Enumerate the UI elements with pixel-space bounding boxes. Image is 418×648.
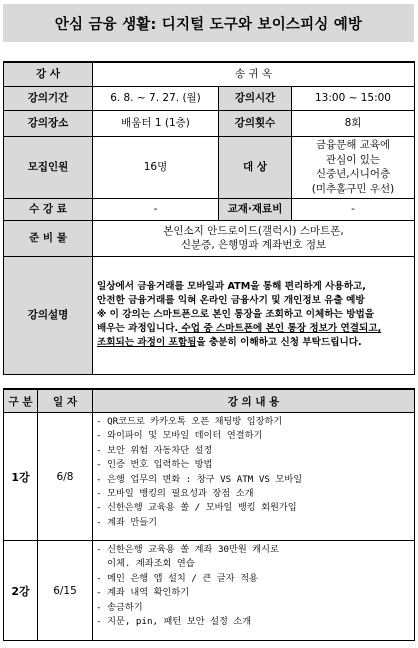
content-cell <box>93 541 415 641</box>
place-label: 강의장소 <box>4 110 93 136</box>
fee-label: 수 강 료 <box>4 198 93 220</box>
instructor-label: 강 사 <box>4 62 93 86</box>
list-item: - 모바일 뱅킹의 필요성과 장점 소개 <box>96 488 254 500</box>
list-item: - QR코드로 카카오톡 오픈 채팅방 입장하기 <box>96 416 283 427</box>
list-item: - 인증 번호 입력하는 방법 <box>96 459 213 471</box>
desc-text: 을 충분히 이해하고 신청 부탁드립니다. <box>196 337 362 348</box>
schedule-header-row <box>4 389 415 413</box>
prep-line: 신분증, 은행명과 계좌번호 정보 <box>180 239 327 251</box>
desc-line: ※ 이 강의는 스마트폰으로 본인 통장을 조회하고 이체하는 방법을 <box>97 309 375 320</box>
target-line: 신중년,시니어층 <box>315 168 391 180</box>
schedule-table <box>3 388 415 641</box>
target-line: 관심이 있는 <box>325 153 381 166</box>
division-header: 구 분 <box>4 389 38 413</box>
prep-label: 준 비 물 <box>4 220 93 256</box>
list-item: - 은행 업무의 변화 : 창구 VS ATM VS 모바일 <box>96 473 303 485</box>
list-item: - 와이파이 및 모바일 데이터 연결하기 <box>96 430 263 442</box>
list-item: - 신한은행 교육용 쏠 계좌 30만원 캐시로 <box>96 544 279 555</box>
target-value <box>292 136 415 198</box>
desc-value <box>93 256 415 374</box>
period-value: 6. 8. ~ 7. 27. (월) <box>93 86 219 110</box>
list-item: - 송금하기 <box>96 601 143 613</box>
list-item: - 지문, pin, 패턴 보안 설정 소개 <box>96 616 252 628</box>
desc-line: 안전한 금융거래를 익혀 온라인 금융사기 및 개인정보 유출 예방 <box>97 295 365 306</box>
row-prep <box>4 220 415 256</box>
recruit-label: 모집인원 <box>4 136 93 198</box>
fee-value: - <box>93 198 219 220</box>
material-label: 교재·재료비 <box>219 198 292 220</box>
period-label: 강의기간 <box>4 86 93 110</box>
division-cell: 2강 <box>4 541 38 641</box>
target-label: 대 상 <box>219 136 292 198</box>
date-cell: 6/15 <box>38 541 93 641</box>
sessions-value: 8회 <box>292 110 415 136</box>
desc-underlined-text: 조회되는 과정이 포함됨 <box>97 337 197 348</box>
place-value: 배움터 1 (1층) <box>93 110 219 136</box>
table-row <box>4 413 415 541</box>
desc-line <box>97 336 412 350</box>
list-item: - 메인 은행 앱 설치 / 큰 글자 적용 <box>96 572 258 584</box>
desc-line: 일상에서 금융거래를 모바일과 ATM을 통해 편리하게 사용하고, <box>97 281 366 292</box>
instructor-value: 송 귀 옥 <box>93 62 415 86</box>
division-cell: 1강 <box>4 413 38 541</box>
material-value: - <box>292 198 415 220</box>
desc-line <box>97 322 412 336</box>
sessions-label: 강의횟수 <box>219 110 292 136</box>
row-instructor <box>4 62 415 86</box>
target-line: (미추홀구민 우선) <box>311 182 395 195</box>
page-title: 안심 금융 생활: 디지털 도구와 보이스피싱 예방 <box>3 4 414 42</box>
prep-value <box>93 220 415 256</box>
target-line: 금융문해 교육에 <box>315 139 391 151</box>
row-place <box>4 110 415 136</box>
recruit-value: 16명 <box>93 136 219 198</box>
list-item: - 보안 위험 자동차단 설정 <box>96 444 213 456</box>
date-cell: 6/8 <box>38 413 93 541</box>
time-label: 강의시간 <box>219 86 292 110</box>
table-row <box>4 541 415 641</box>
content-header: 강 의 내 용 <box>93 389 415 413</box>
date-header: 일 자 <box>38 389 93 413</box>
course-info-table <box>3 61 415 375</box>
list-item: - 계좌 만들기 <box>96 516 157 528</box>
desc-underlined-text: 수업 중 스마트폰에 본인 통장 정보가 연결되고, <box>178 323 382 334</box>
row-period <box>4 86 415 110</box>
row-recruit <box>4 136 415 198</box>
desc-text: 배우는 과정입니다. <box>97 323 179 334</box>
list-item: - 신한은행 교육용 쏠 / 모바일 뱅킹 회원가입 <box>96 502 297 514</box>
content-cell <box>93 413 415 541</box>
row-description <box>4 256 415 374</box>
row-fee <box>4 198 415 220</box>
prep-line: 본인소지 안드로이드(갤럭시) 스마트폰, <box>163 225 344 237</box>
desc-label: 강의설명 <box>4 256 93 374</box>
time-value: 13:00 ~ 15:00 <box>292 86 415 110</box>
list-item: 이체. 계좌조회 연습 <box>96 558 195 570</box>
list-item: - 계좌 내역 확인하기 <box>96 587 190 599</box>
